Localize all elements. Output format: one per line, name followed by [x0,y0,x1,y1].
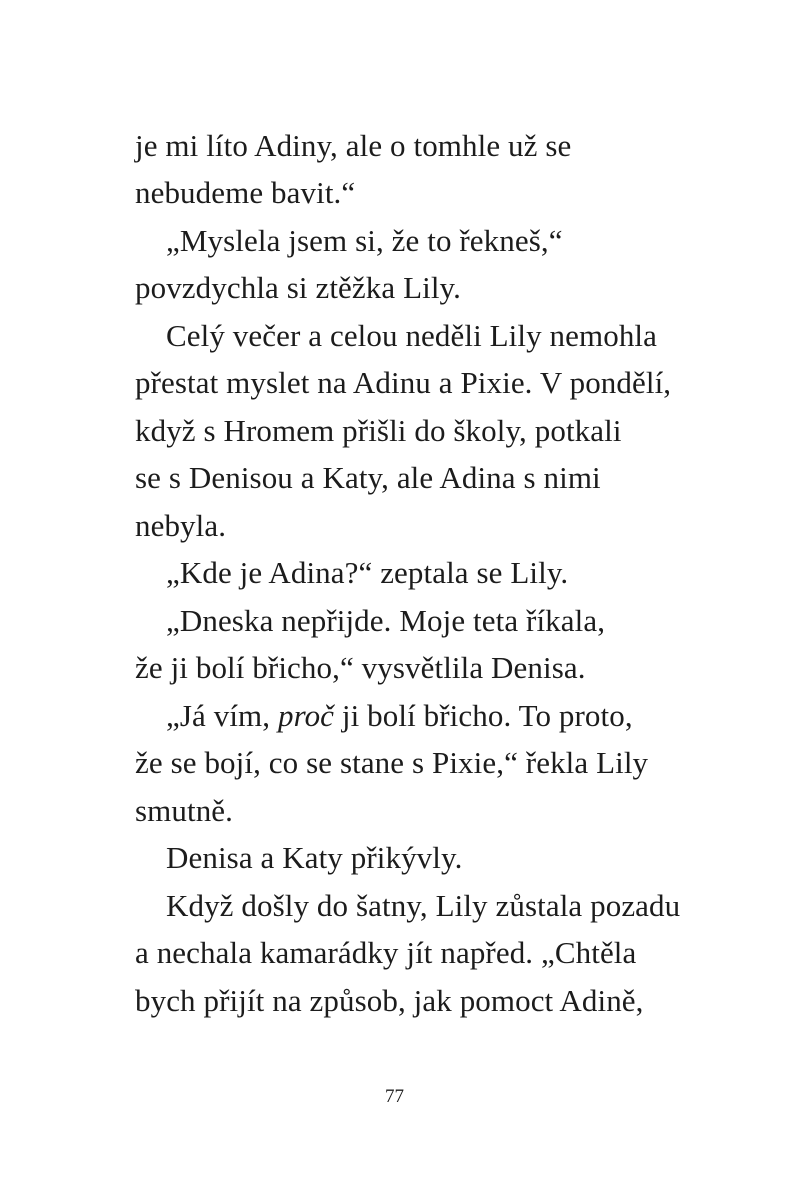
text-line: Denisa a Katy přikývly. [166,840,463,875]
text-line: je mi líto Adiny, ale o tomhle už se [135,128,572,163]
text-line: když s Hromem přišli do školy, potkali [135,413,622,448]
text-line: a nechala kamarádky jít napřed. „Chtěla [135,935,637,970]
emphasized-word: proč [277,698,335,733]
text-line: bych přijít na způsob, jak pomoct Adině, [135,983,644,1018]
text-line: nebudeme bavit.“ [135,175,356,210]
text-line: smutně. [135,793,233,828]
text-line: „Dneska nepřijde. Moje teta říkala, [166,603,606,638]
text-segment: „Já vím, [166,698,278,733]
text-line: Když došly do šatny, Lily zůstala pozadu [166,888,681,923]
text-line: „Kde je Adina?“ zeptala se Lily. [166,555,569,590]
text-line: nebyla. [135,508,227,543]
text-line: že se bojí, co se stane s Pixie,“ řekla Lily [135,745,649,780]
text-line: „Myslela jsem si, že to řekneš,“ [166,223,563,258]
text-line: Celý večer a celou neděli Lily nemohla [166,318,657,353]
text-segment: ji bolí břicho. To proto, [334,698,633,733]
text-line: povzdychla si ztěžka Lily. [135,270,461,305]
page-number: 77 [385,1086,404,1107]
text-line: přestat myslet na Adinu a Pixie. V pondělí, [135,365,672,400]
text-line [166,696,633,736]
text-line: že ji bolí břicho,“ vysvětlila Denisa. [135,650,586,685]
text-line: se s Denisou a Katy, ale Adina s nimi [135,460,601,495]
